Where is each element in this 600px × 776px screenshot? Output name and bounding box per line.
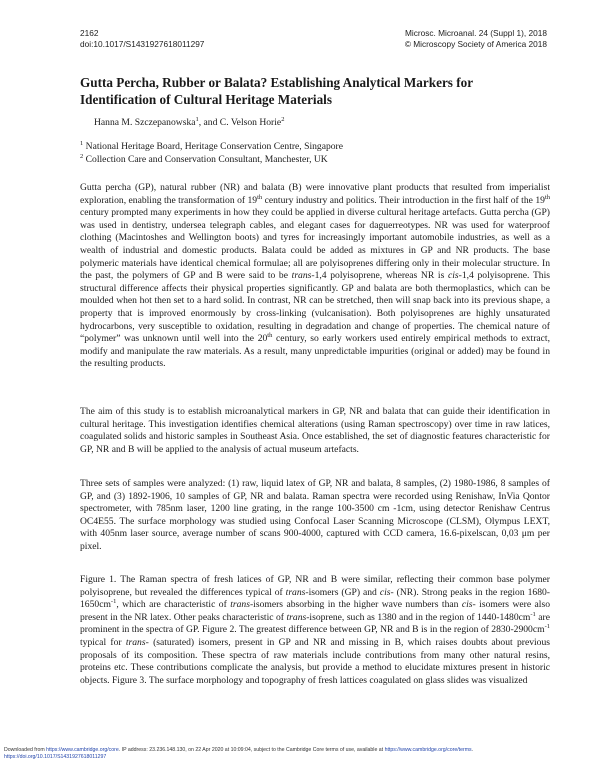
paragraph-results: Figure 1. The Raman spectra of fresh latices of GP, NR and B were similar, reflecting their common base polymer polyisoprene, but revealed the differences typical of trans-isomers (GP) and cis- (NR). Strong peaks in the region $1680-1650cm^{-1}$, which are characteristic of trans-isomers absorbing in the higher wave numbers than cis- isomers were also present in the NR latex. Other peaks characteristic of trans-isoprene, such as 1380 and in the region of $1440-1480cm^{-1}$ are prominent in the spectra of GP. Figure 2. The greatest difference between GP, NR and B is in the region of $2830-2900cm^{-1}$ typical for trans- (saturated) isomers, present in GP and NR and missing in B, which raises doubts about previous proposals of its composition. These spectra of raw materials include contributions from many other natural resins, proteins etc. These contributions complicate the analysis, but provide a method to elucidate mixtures present in historic objects. Figure 3. The surface morphology and topography of fresh lattices coagulated on glass slides was visualized [80, 574, 550, 686]
terms-link[interactable]: https://www.cambridge.org/core/terms [384, 747, 472, 753]
page-header-right [405, 28, 547, 50]
author-2: , and C. Velson Horie [198, 117, 282, 128]
author-2-affil-marker: 2 [281, 115, 285, 123]
doi: doi:10.1017/S1431927618011297 [80, 39, 205, 49]
download-footer: Downloaded from https://www.cambridge.org/core. IP address: 23.236.148.130, on 22 Apr 2020 at 10:09:04, subject to the Cambridge Core terms of use, available at https://www.cambridge.org/core/terms. https://doi.org/10.1017/S1431927618011297 [4, 747, 474, 760]
author-1-affil-marker: 1 [195, 115, 199, 123]
journal-citation: Microsc. Microanal. 24 (Suppl 1), 2018 [404, 28, 547, 38]
affiliations [80, 140, 343, 166]
cambridge-core-link[interactable]: https://www.cambridge.org/core [46, 747, 119, 753]
author-1: Hanna M. Szczepanowska [94, 117, 196, 128]
paragraph-aim: The aim of this study is to establish microanalytical markers in GP, NR and balata that can guide their identification in cultural heritage. This investigation identifies chemical alterations (using Raman spectroscopy) over time in raw latices, coagulated solids and historic samples in Southeast Asia. Once established, the set of diagnostic features characteristic for GP, NR and B will be applied to the analysis of actual museum artefacts. [80, 406, 550, 455]
author-line [94, 117, 284, 129]
paragraph-methods: Three sets of samples were analyzed: (1) raw, liquid latex of GP, NR and balata, 8 samples, (2) 1980-1986, 8 samples of GP, and (3) 1892-1906, 10 samples of GP, NR and balata. Raman spectra were recorded using Renishaw, InVia Qontor spectrometer, with 785nm laser, 1200 line grating, in the range 100-3500 cm -1cm, using detector Renishaw Centrus OC4E55. The surface morphology was studied using Confocal Laser Scanning Microscope (CLSM), Olympus LEXT, with 405nm laser source, average number of scans 900-4000, captured with CCD camera, 16.6-pixelscan, 0,03 μm per pixel. [80, 478, 550, 552]
page-number: 2162 [80, 28, 99, 38]
copyright-notice: © Microscopy Society of America 2018 [404, 39, 547, 49]
doi-link[interactable]: https://doi.org/10.1017/S1431927618011297 [4, 754, 107, 760]
paragraph-introduction: Gutta percha (GP), natural rubber (NR) and balata (B) were innovative plant products that resulted from imperialist exploration, enabling the transformation of 19th century industry and politics. Their introduction in the first half of the 19th century prompted many experiments in how they could be applied in diverse cultural heritage artefacts. Gutta percha (GP) was used in dentistry, undersea telegraph cables, and elegant cases for daguerreotypes. NR was used for waterproof clothing (Macintoshes and Wellington boots) and tyres for increasingly important automobile industries, as well as a wealth of industrial and domestic products. Balata could be added as mixtures in GP and NR products. The base polymeric materials have identical chemical formulae; all are polyisoprenes differing only in their molecular structure. In the past, the polymers of GP and B were said to be trans-1,4 polyisoprene, whereas NR is cis-1,4 polyisoprene. This structural difference affects their physical properties significantly. GP and balata are both thermoplastics, which can be moulded when hot then set to a hard solid. In contrast, NR can be stretched, then will snap back into its previous shape, a property that is improved enormously by cross-linking (vulcanisation). Both polyisoprenes are highly unsaturated hydrocarbons, very susceptible to oxidation, resulting in degradation and change of properties. The chemical nature of “polymer” was unknown until well into the 20th century, so early workers used entirely empirical methods to extract, modify and manipulate the raw materials. As a result, many unpredictable impurities (original or added) may be found in the resulting products. [80, 182, 551, 370]
affiliation-1: $^1$ National Heritage Board, Heritage Conservation Centre, Singapore [80, 139, 344, 152]
paper-title: Gutta Percha, Rubber or Balata? Establishing Analytical Markers for Identification of Cultural Heritage Materials [80, 75, 473, 107]
affiliation-2: $^2$ Collection Care and Conservation Consultant, Manchester, UK [80, 152, 328, 165]
page-header-left [80, 28, 204, 50]
